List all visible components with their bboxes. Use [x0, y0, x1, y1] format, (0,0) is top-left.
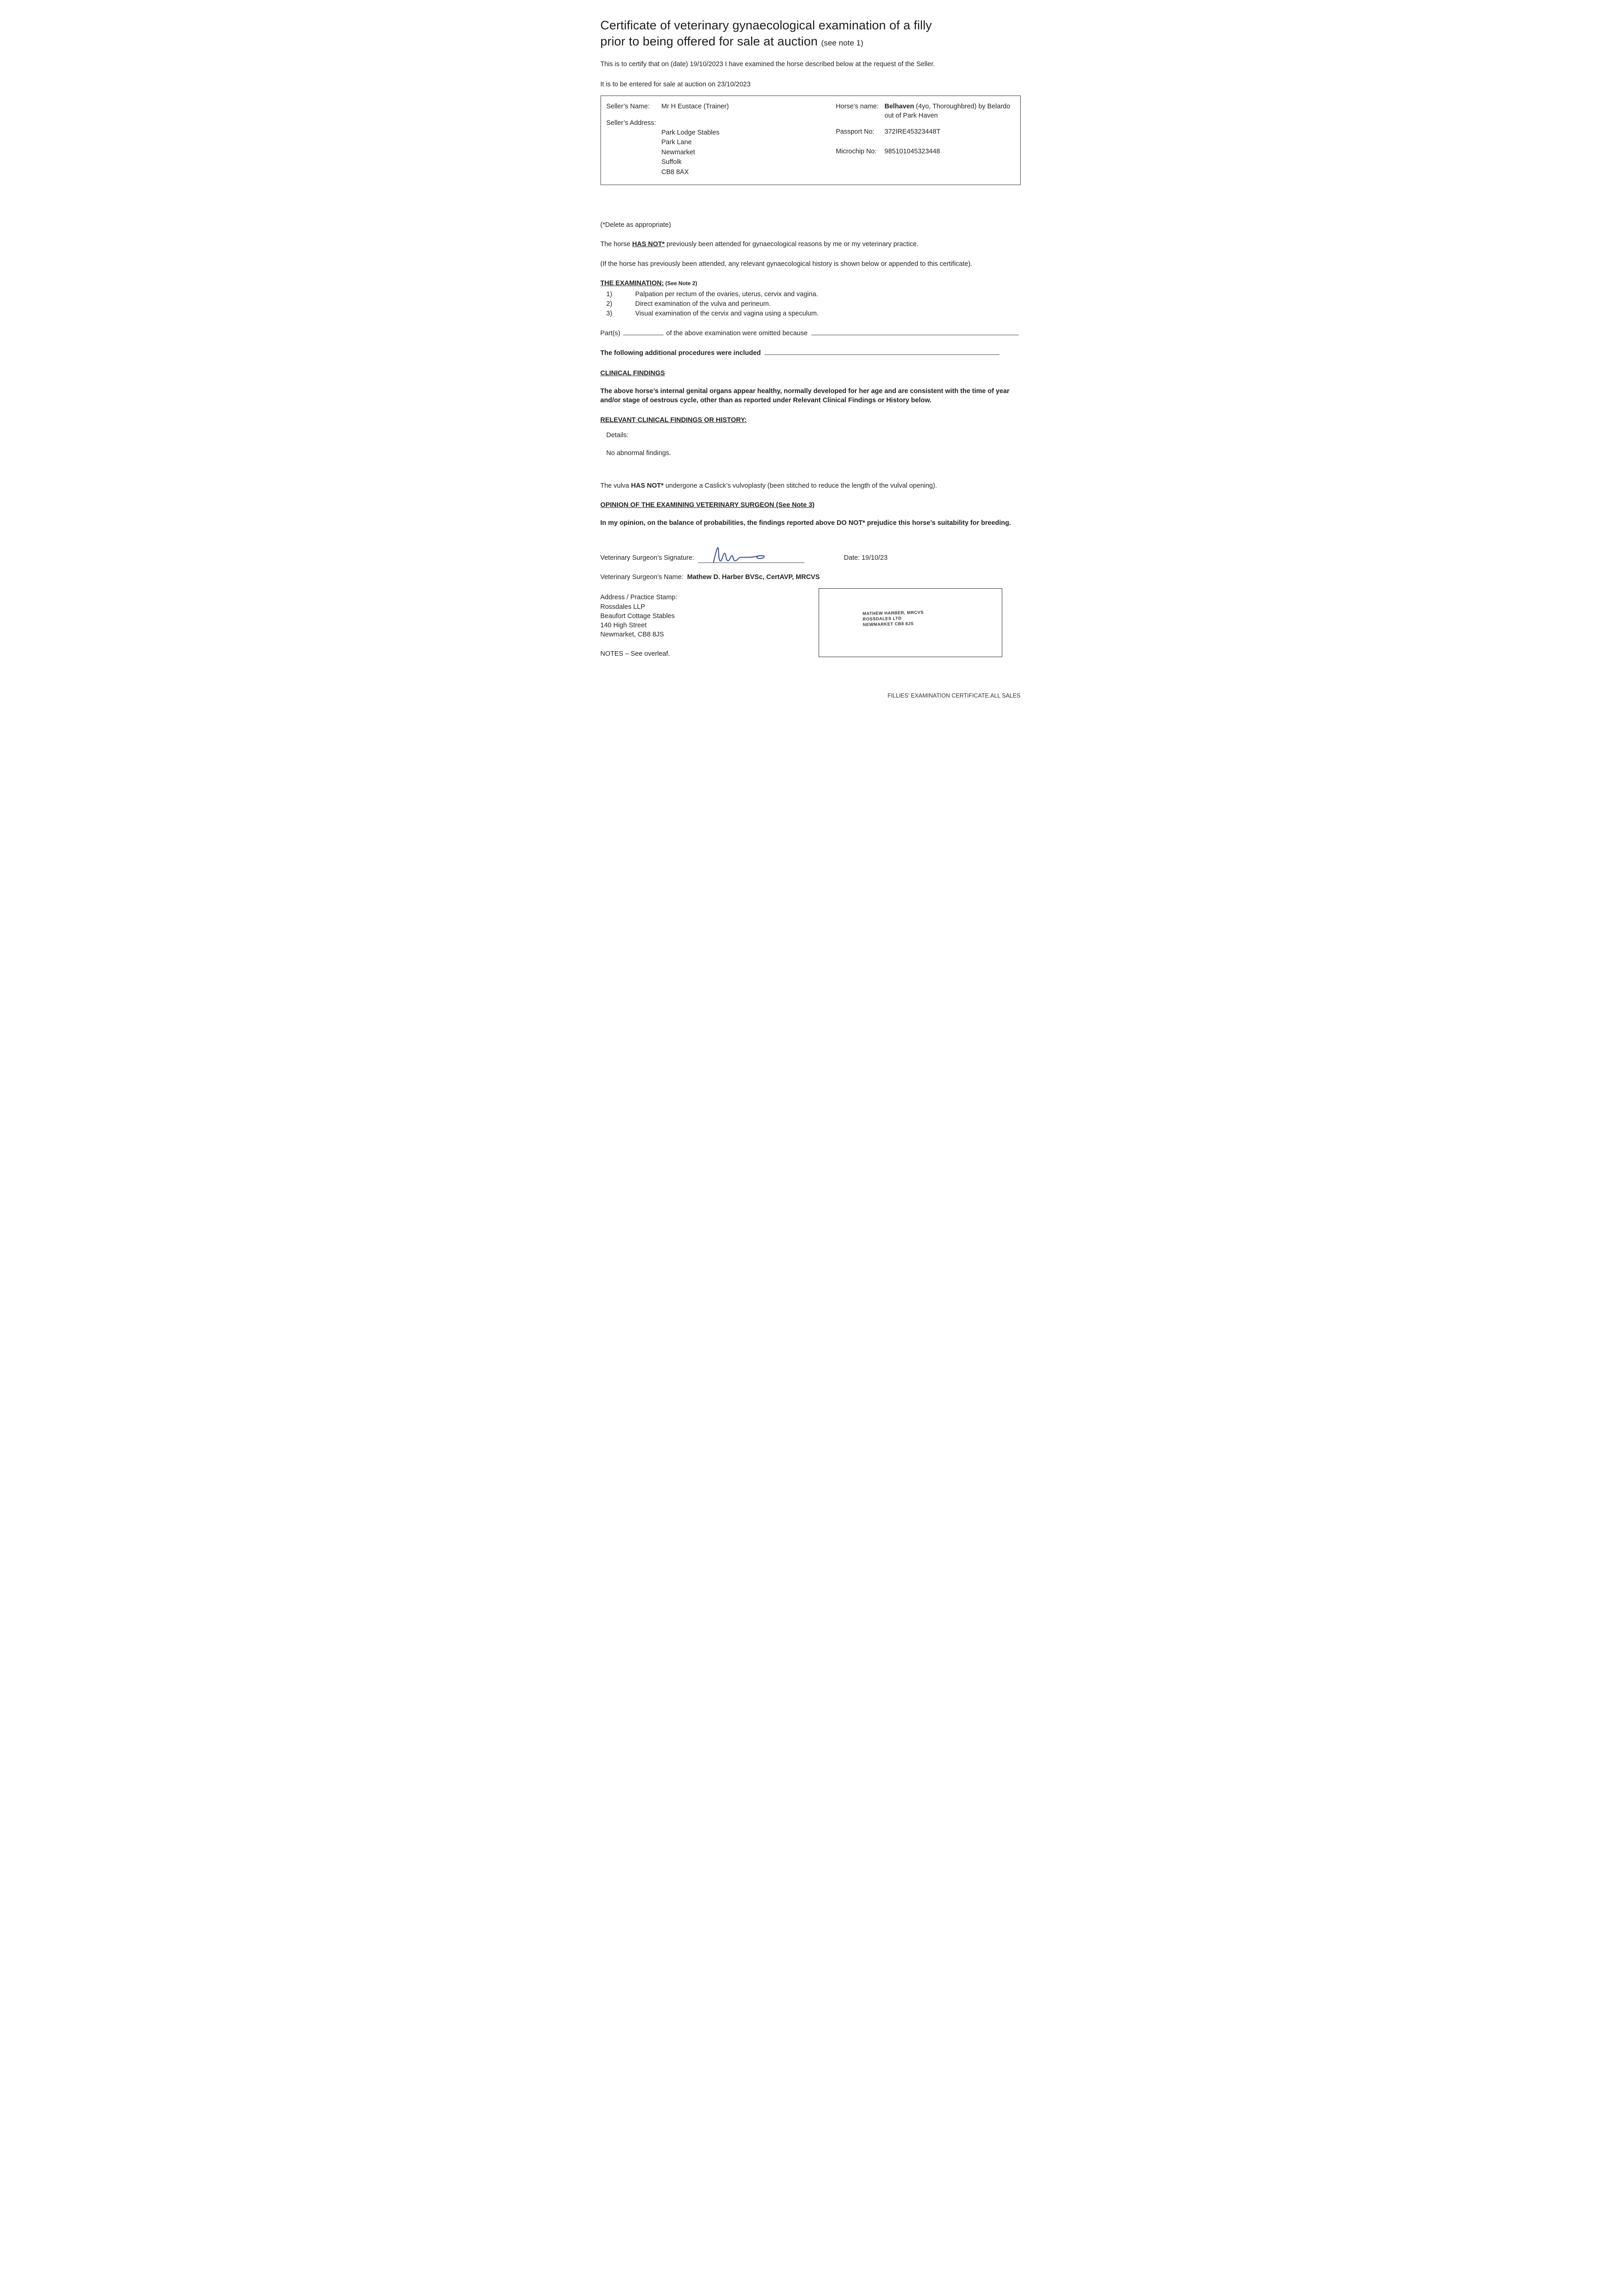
previously-attended-line: (If the horse has previously been attended, any relevant gynaecological history is shown below or appended to this certificate). — [600, 260, 972, 268]
vulva-line — [601, 482, 1021, 491]
stamp-line: MATHEW HARBER, MRCVS — [862, 610, 924, 617]
date-label: Date: — [843, 554, 860, 562]
examination-item-number: 3) — [606, 310, 612, 317]
omitted-pre: Part(s) — [600, 329, 620, 337]
practice-stamp-text — [862, 610, 924, 628]
examination-item-text: Palpation per rectum of the ovaries, uterus, cervix and vagina. — [635, 290, 818, 298]
seller-address-line: CB8 8AX — [661, 168, 689, 176]
examination-heading-text: THE EXAMINATION: — [600, 280, 664, 287]
examination-item — [601, 299, 1021, 309]
passport-value: 372IRE45323448T — [884, 128, 941, 136]
additional-procedures-blank — [764, 349, 1000, 355]
examination-item-text: Visual examination of the cervix and vagina using a speculum. — [635, 310, 819, 317]
has-not-pre: The horse — [600, 240, 632, 248]
practice-address-line: 140 High Street — [600, 622, 647, 630]
omitted-parts-blank — [623, 329, 663, 335]
additional-procedures-label: The following additional procedures were included — [600, 349, 761, 357]
signature-ink — [711, 544, 770, 564]
clinical-findings-heading: CLINICAL FINDINGS — [600, 369, 665, 377]
seller-address-label: Seller’s Address: — [606, 119, 656, 127]
horse-name-detail: (4yo, Thoroughbred) by Belardo out of Park Haven — [884, 103, 1011, 119]
examination-item — [601, 309, 1021, 319]
vet-name-row — [601, 573, 1021, 582]
notes-line: NOTES – See overleaf. — [600, 650, 670, 658]
omitted-reason-blank — [811, 329, 1019, 335]
seller-details — [607, 102, 836, 177]
horse-name: Belhaven — [884, 103, 914, 111]
vet-name-value: Mathew D. Harber BVSc, CertAVP, MRCVS — [687, 573, 820, 581]
horse-details-box — [601, 96, 1021, 185]
has-not-post: previously been attended for gynaecological reasons by me or my veterinary practice. — [664, 240, 919, 248]
details-value: No abnormal findings. — [606, 449, 671, 457]
examination-item-number: 2) — [606, 300, 612, 308]
vulva-emphasis: HAS NOT* — [631, 482, 664, 490]
horse-name-label: Horse’s name: — [836, 103, 879, 111]
seller-name-value: Mr H Eustace (Trainer) — [661, 103, 729, 111]
microchip-label: Microchip No: — [836, 147, 877, 155]
auction-line: It is to be entered for sale at auction on 23/10/2023 — [600, 80, 751, 88]
vulva-pre: The vulva — [600, 482, 631, 490]
certificate-page — [559, 0, 1064, 715]
practice-address-block — [601, 593, 819, 658]
horse-details — [836, 102, 1016, 177]
practice-stamp-box — [819, 588, 1002, 657]
stamp-line: NEWMARKET CB8 8JS — [862, 621, 914, 628]
delete-note: (*Delete as appropriate) — [600, 221, 671, 229]
practice-address-label: Address / Practice Stamp: — [600, 594, 678, 602]
page-title — [601, 17, 1021, 49]
examination-heading — [601, 279, 1021, 288]
seller-address-line: Park Lodge Stables — [661, 129, 720, 136]
vet-name-label: Veterinary Surgeon’s Name: — [600, 573, 684, 581]
opinion-heading: OPINION OF THE EXAMINING VETERINARY SURGEON (See Note 3) — [600, 501, 814, 509]
has-not-emphasis: HAS NOT* — [632, 240, 665, 248]
seller-name-label: Seller’s Name: — [606, 103, 650, 111]
examination-item — [601, 290, 1021, 299]
omitted-mid: of the above examination were omitted because — [666, 329, 808, 337]
horse-name-value — [885, 102, 1016, 120]
signature-label: Veterinary Surgeon’s Signature: — [600, 554, 694, 562]
practice-address-line: Beaufort Cottage Stables — [600, 613, 675, 620]
title-line-1: Certificate of veterinary gynaecological examination of a filly — [600, 18, 932, 32]
details-label: Details: — [606, 431, 629, 439]
practice-address-line: Newmarket, CB8 8JS — [600, 631, 664, 639]
signature-row — [601, 542, 1021, 563]
footer-text: FILLIES’ EXAMINATION CERTIFICATE.ALL SALES — [887, 692, 1021, 699]
stamp-line: ROSSDALES LTD — [862, 616, 902, 622]
examination-item-number: 1) — [606, 290, 612, 298]
bottom-row — [601, 593, 1021, 658]
opinion-body: In my opinion, on the balance of probabilities, the findings reported above DO NOT* prejudice this horse’s suitability for breeding. — [600, 519, 1011, 527]
microchip-value: 985101045323448 — [884, 147, 940, 155]
title-note: (see note 1) — [821, 38, 864, 47]
examination-list — [601, 290, 1021, 319]
seller-address-line: Newmarket — [661, 148, 695, 156]
examination-item-text: Direct examination of the vulva and perineum. — [635, 300, 771, 308]
certify-line: This is to certify that on (date) 19/10/2023 I have examined the horse described below at the request of the Seller. — [600, 61, 935, 68]
additional-procedures-line — [601, 349, 1021, 358]
vulva-post: undergone a Caslick’s vulvoplasty (been stitched to reduce the length of the vulval opening). — [663, 482, 937, 490]
omitted-line — [601, 329, 1021, 338]
seller-address — [662, 128, 836, 178]
date-value: 19/10/23 — [861, 554, 888, 562]
examination-heading-note: (See Note 2) — [663, 280, 697, 287]
seller-address-line: Park Lane — [661, 139, 692, 146]
seller-address-line: Suffolk — [661, 158, 682, 166]
passport-label: Passport No: — [836, 128, 875, 136]
signature-date — [844, 554, 887, 563]
signature-line — [698, 543, 804, 563]
relevant-findings-heading: RELEVANT CLINICAL FINDINGS OR HISTORY: — [600, 416, 747, 424]
practice-address-line: Rossdales LLP — [600, 603, 646, 611]
has-not-line — [601, 240, 1021, 249]
title-line-2: prior to being offered for sale at auction — [600, 34, 818, 48]
clinical-findings-body: The above horse’s internal genital organs appear healthy, normally developed for her age and are consistent with the time of year and/or stage of oestrous cycle, other than as reported under Relevant Clinical Findings or History below. — [600, 388, 1010, 404]
